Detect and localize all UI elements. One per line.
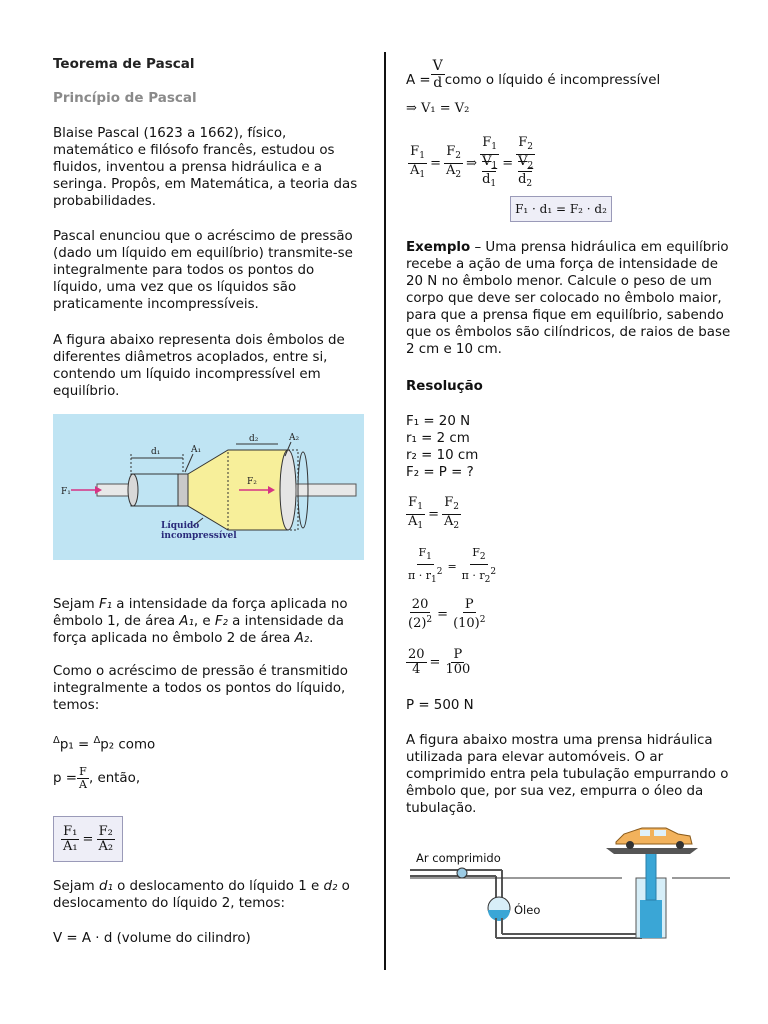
column-divider [384,52,386,970]
displacement-paragraph: Sejam d₁ o deslocamento do líquido 1 e d₂ o deslocamento do líquido 2, temos: [53,879,350,911]
right-rod [296,484,356,496]
given-f2: F₂ = P = ? [406,465,474,480]
given-f1: F₁ = 20 N [406,414,471,429]
oil-label: Óleo [514,903,541,917]
volume-line: V = A · d (volume do cilindro) [53,931,251,946]
volume-equality: ⇒ V₁ = V₂ [406,101,470,116]
pascal-ratio-box: $\frac{\text{F₁}}{\text{A₁}}$ = $\frac{\text{F₂}}{\text{A₂}}$ [53,816,123,862]
f1-label: F₁ [61,487,71,497]
section-subtitle: Princípio de Pascal [53,90,197,106]
d1-label: d₁ [151,447,161,457]
given-values [406,413,478,481]
lift-oil [640,900,662,938]
air-label: Ar comprimido [416,851,501,865]
large-piston [280,450,296,530]
step-circle-area: $\frac{F_1}{\pi \cdot r_1^2}$ = $\frac{F_2}{\pi \cdot r_2^2}$ [408,546,497,585]
liquid-caption-line1: Líquido [161,521,200,531]
car-press-paragraph: A figura abaixo mostra uma prensa hidráulica utilizada para elevar automóveis. O ar comprimido entra pela tubulação empurrando o êmbolo que, por sua vez, empurra o óleo da tubulação. [406,733,729,816]
forces-paragraph: Sejam F₁ a intensidade da força aplicada no êmbolo 1, de área A₁, e F₂ a intensidade da força aplicada no êmbolo 2 de área A₂. [53,597,348,646]
small-piston [178,474,188,506]
resolution-heading: Resolução [406,379,483,394]
pistons-figure [53,414,364,560]
a1-label: A₁ [191,445,202,455]
area-definition: A = $\frac{V}{d}$ como o líquido é incompressível [406,58,661,91]
step-simplified: $\frac{20}{4}$ = $\frac{P}{100}$ [408,647,471,677]
answer-line: P = 500 N [406,698,474,713]
intro-paragraph: Blaise Pascal (1623 a 1662), físico, matemático e filósofo francês, estudou os fluidos, inventou a prensa hidráulica e a seringa. Propôs, em Matemática, a teoria das probabilidades. [53,126,358,209]
car-press-figure [410,820,730,970]
delta-pressure-line: $^\Delta$p₁ = $^\Delta$p₂ como [53,735,156,753]
transmission-paragraph: Como o acréscimo de pressão é transmitido integralmente a todos os pontos do líquido, temos: [53,664,348,713]
lift-piston [646,850,656,900]
example-paragraph: Exemplo – Uma prensa hidráulica em equilíbrio recebe a ação de uma força de intensidade de 20 N no êmbolo menor. Calcule o peso de um corpo que deve ser colocado no êmbolo maior, para que a prensa fique em equilíbrio, sabendo que os êmbolos são cilíndricos, de raios de base 2 cm e 10 cm. [406,240,731,357]
a2-label: A₂ [289,433,300,443]
lift-platform [606,848,698,854]
figure-intro-paragraph: A figura abaixo representa dois êmbolos de diferentes diâmetros acoplados, entre si, contendo um líquido incompressível em equilíbrio. [53,333,345,399]
step-ratio: $\frac{F_1}{A_1}$ = $\frac{F_2}{A_2}$ [408,495,460,531]
step-substitution: $\frac{20}{(2)^2}$ = $\frac{P}{(10)^2}$ [408,597,486,631]
given-r2: r₂ = 10 cm [406,448,479,463]
given-r1: r₁ = 2 cm [406,431,470,446]
pressure-definition: p = $\frac{F}{A}$ , então, [53,765,141,791]
work-equality-box: F₁ · d₁ = F₂ · d₂ [510,196,612,222]
page-title: Teorema de Pascal [53,56,195,72]
pascal-paragraph: Pascal enunciou que o acréscimo de pressão (dado um líquido em equilíbrio) transmite-se integralmente para todos os pontos do líquido, uma vez que os líquidos são praticamente incompressíveis. [53,229,353,312]
ratio-derivation: $\frac{F_1}{A_1}$ = $\frac{F_2}{A_2}$ ⇒ $F_1$ $V_1$ $d_1$ = $F_2$ $V_2$ $d_2$ [410,135,534,189]
d2-label: d₂ [249,434,259,444]
small-cylinder-end [128,474,138,506]
f2-label: F₂ [247,477,257,487]
liquid-caption-line2: incompressível [161,531,237,541]
valve-icon [457,868,467,878]
